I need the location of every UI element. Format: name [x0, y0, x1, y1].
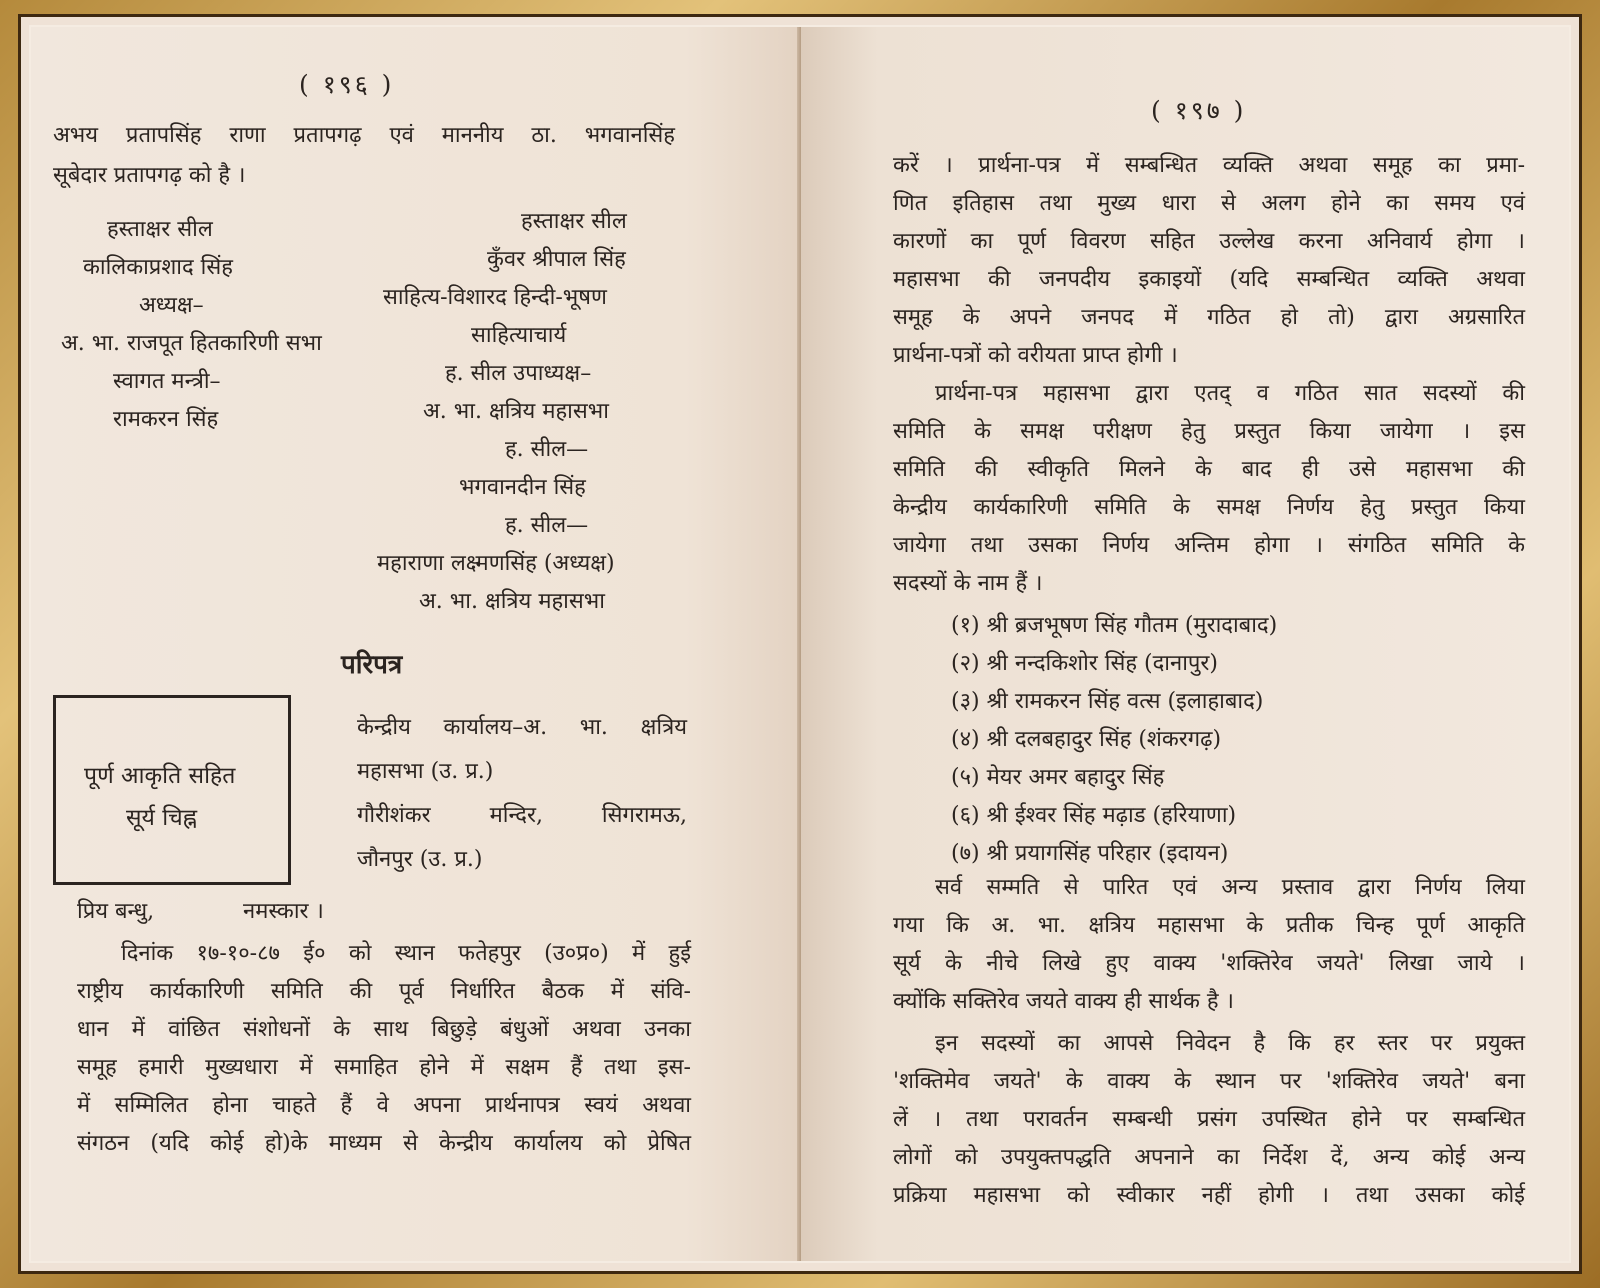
member-item: (१) श्री ब्रजभूषण सिंह गौतम (मुरादाबाद) — [951, 613, 1278, 638]
para-line: सर्व सम्मति से पारित एवं अन्य प्रस्ताव द्वारा निर्णय लिया — [935, 875, 1525, 900]
greeting: नमस्कार । — [243, 899, 324, 924]
para-line: प्रार्थना-पत्र महासभा द्वारा एतद् व गठित सात सदस्यों की — [935, 381, 1525, 406]
sig-right-line: ह. सील उपाध्यक्ष– — [445, 361, 592, 386]
para-line: समिति के समक्ष परीक्षण हेतु प्रस्तुत किया जायेगा । इस — [893, 419, 1525, 444]
body-line: राष्ट्रीय कार्यकारिणी समिति की पूर्व निर्धारित बैठक में संवि- — [77, 979, 691, 1004]
sig-left-line: कालिकाप्रशाद सिंह — [83, 255, 233, 280]
para-line: इन सदस्यों का आपसे निवेदन है कि हर स्तर पर प्रयुक्त — [935, 1031, 1525, 1056]
body-line: में सम्मिलित होना चाहते हैं वे अपना प्रार्थनापत्र स्वयं अथवा — [77, 1093, 691, 1118]
para-line: समिति की स्वीकृति मिलने के बाद ही उसे महासभा की — [893, 457, 1525, 482]
para-line: गया कि अ. भा. क्षत्रिय महासभा के प्रतीक चिन्ह पूर्ण आकृति — [893, 913, 1525, 938]
para-line: सूर्य के नीचे लिखे हुए वाक्य 'शक्तिरेव जयते' लिखा जाये । — [893, 951, 1525, 976]
member-item: (४) श्री दलबहादुर सिंह (शंकरगढ़) — [951, 727, 1222, 752]
address-line: गौरीशंकर मन्दिर, सिगरामऊ, — [357, 803, 687, 828]
frame-inner — [18, 14, 1582, 1274]
intro-line-2: सूबेदार प्रतापगढ़ को है । — [53, 163, 246, 188]
sig-right-line: अ. भा. क्षत्रिय महासभा — [423, 399, 609, 424]
address-line: केन्द्रीय कार्यालय–अ. भा. क्षत्रिय — [357, 715, 687, 740]
sig-right-line: ह. सील— — [505, 513, 589, 538]
sig-left-line: अ. भा. राजपूत हितकारिणी सभा — [61, 331, 322, 356]
para-line: सदस्यों के नाम हैं । — [893, 571, 1043, 596]
para-line: लें । तथा परावर्तन सम्बन्धी प्रसंग उपस्थित होने पर सम्बन्धित — [893, 1107, 1525, 1132]
para-line: प्रार्थना-पत्रों को वरीयता प्राप्त होगी । — [893, 343, 1178, 368]
para-line: प्रक्रिया महासभा को स्वीकार नहीं होगी । तथा उसका कोई — [893, 1183, 1525, 1208]
paragraph-3 — [893, 869, 1525, 1021]
book-spread — [29, 25, 1571, 1263]
body-line: धान में वांछित संशोधनों के साथ बिछुड़े बंधुओं अथवा उनका — [77, 1017, 691, 1042]
sig-left-line: अध्यक्ष– — [139, 293, 204, 318]
emblem-placeholder-box — [53, 695, 291, 885]
para-line: कारणों का पूर्ण विवरण सहित उल्लेख करना अनिवार्य होगा । — [893, 229, 1525, 254]
member-item: (७) श्री प्रयागसिंह परिहार (इदायन) — [951, 841, 1229, 866]
para-line: समूह के अपने जनपद में गठित हो तो) द्वारा अग्रसारित — [893, 305, 1525, 330]
sig-right-line: अ. भा. क्षत्रिय महासभा — [419, 589, 605, 614]
para-line: जायेगा तथा उसका निर्णय अन्तिम होगा । संगठित समिति के — [893, 533, 1525, 558]
emblem-label-line-2: सूर्य चिह्न — [126, 805, 198, 831]
right-page-number: ( १९७ ) — [1151, 96, 1247, 125]
para-line: केन्द्रीय कार्यकारिणी समिति के समक्ष निर्णय हेतु प्रस्तुत किया — [893, 495, 1525, 520]
member-item: (३) श्री रामकरन सिंह वत्स (इलाहाबाद) — [951, 689, 1264, 714]
sig-right-line: कुँवर श्रीपाल सिंह — [487, 247, 626, 272]
sig-right-line: साहित्याचार्य — [471, 323, 567, 348]
left-page-number: ( १९६ ) — [299, 70, 395, 99]
para-line: लोगों को उपयुक्तपद्धति अपनाने का निर्देश दें, अन्य कोई अन्य — [893, 1145, 1525, 1170]
address-line: महासभा (उ. प्र.) — [357, 759, 494, 784]
sig-right-line: ह. सील— — [505, 437, 589, 462]
sig-left-line: स्वागत मन्त्री– — [113, 369, 221, 394]
body-line: दिनांक १७-१०-८७ ई० को स्थान फतेहपुर (उ०प्र०) में हुई — [121, 941, 691, 966]
sig-right-line: भगवानदीन सिंह — [459, 475, 586, 500]
body-paragraph — [77, 935, 691, 1163]
sig-left-line: हस्ताक्षर सील — [107, 217, 213, 242]
right-page — [801, 27, 1569, 1261]
para-line: महासभा की जनपदीय इकाइयों (यदि सम्बन्धित व्यक्ति अथवा — [893, 267, 1525, 292]
left-page — [31, 27, 801, 1261]
paragraph-4 — [893, 1025, 1525, 1215]
body-line: समूह हमारी मुख्यधारा में समाहित होने में सक्षम हैं तथा इस- — [77, 1055, 691, 1080]
sig-right-line: हस्ताक्षर सील — [521, 209, 627, 234]
paragraph-2 — [893, 375, 1525, 603]
paragraph-1 — [893, 147, 1525, 375]
member-item: (२) श्री नन्दकिशोर सिंह (दानापुर) — [951, 651, 1218, 676]
address-line: जौनपुर (उ. प्र.) — [357, 847, 483, 872]
para-line: करें । प्रार्थना-पत्र में सम्बन्धित व्यक्ति अथवा समूह का प्रमा- — [893, 153, 1525, 178]
emblem-label-line-1: पूर्ण आकृति सहित — [84, 763, 236, 789]
salutation: प्रिय बन्धु, — [77, 899, 155, 924]
para-line: 'शक्तिमेव जयते' के वाक्य के स्थान पर 'शक्तिरेव जयते' बना — [893, 1069, 1525, 1094]
body-line: संगठन (यदि कोई हो)के माध्यम से केन्द्रीय कार्यालय को प्रेषित — [77, 1131, 691, 1156]
member-item: (५) मेयर अमर बहादुर सिंह — [951, 765, 1165, 790]
sig-right-line: महाराणा लक्ष्मणसिंह (अध्यक्ष) — [377, 551, 615, 576]
sig-left-line: रामकरन सिंह — [113, 407, 219, 432]
para-line: णित इतिहास तथा मुख्य धारा से अलग होने का समय एवं — [893, 191, 1525, 216]
sig-right-line: साहित्य-विशारद हिन्दी-भूषण — [383, 285, 607, 310]
para-line: क्योंकि सक्तिरेव जयते वाक्य ही सार्थक है । — [893, 989, 1234, 1014]
member-item: (६) श्री ईश्वर सिंह मढ़ाड (हरियाणा) — [951, 803, 1237, 828]
circular-heading: परिपत्र — [341, 650, 403, 680]
intro-line-1: अभय प्रतापसिंह राणा प्रतापगढ़ एवं माननीय ठा. भगवानसिंह — [53, 123, 675, 148]
